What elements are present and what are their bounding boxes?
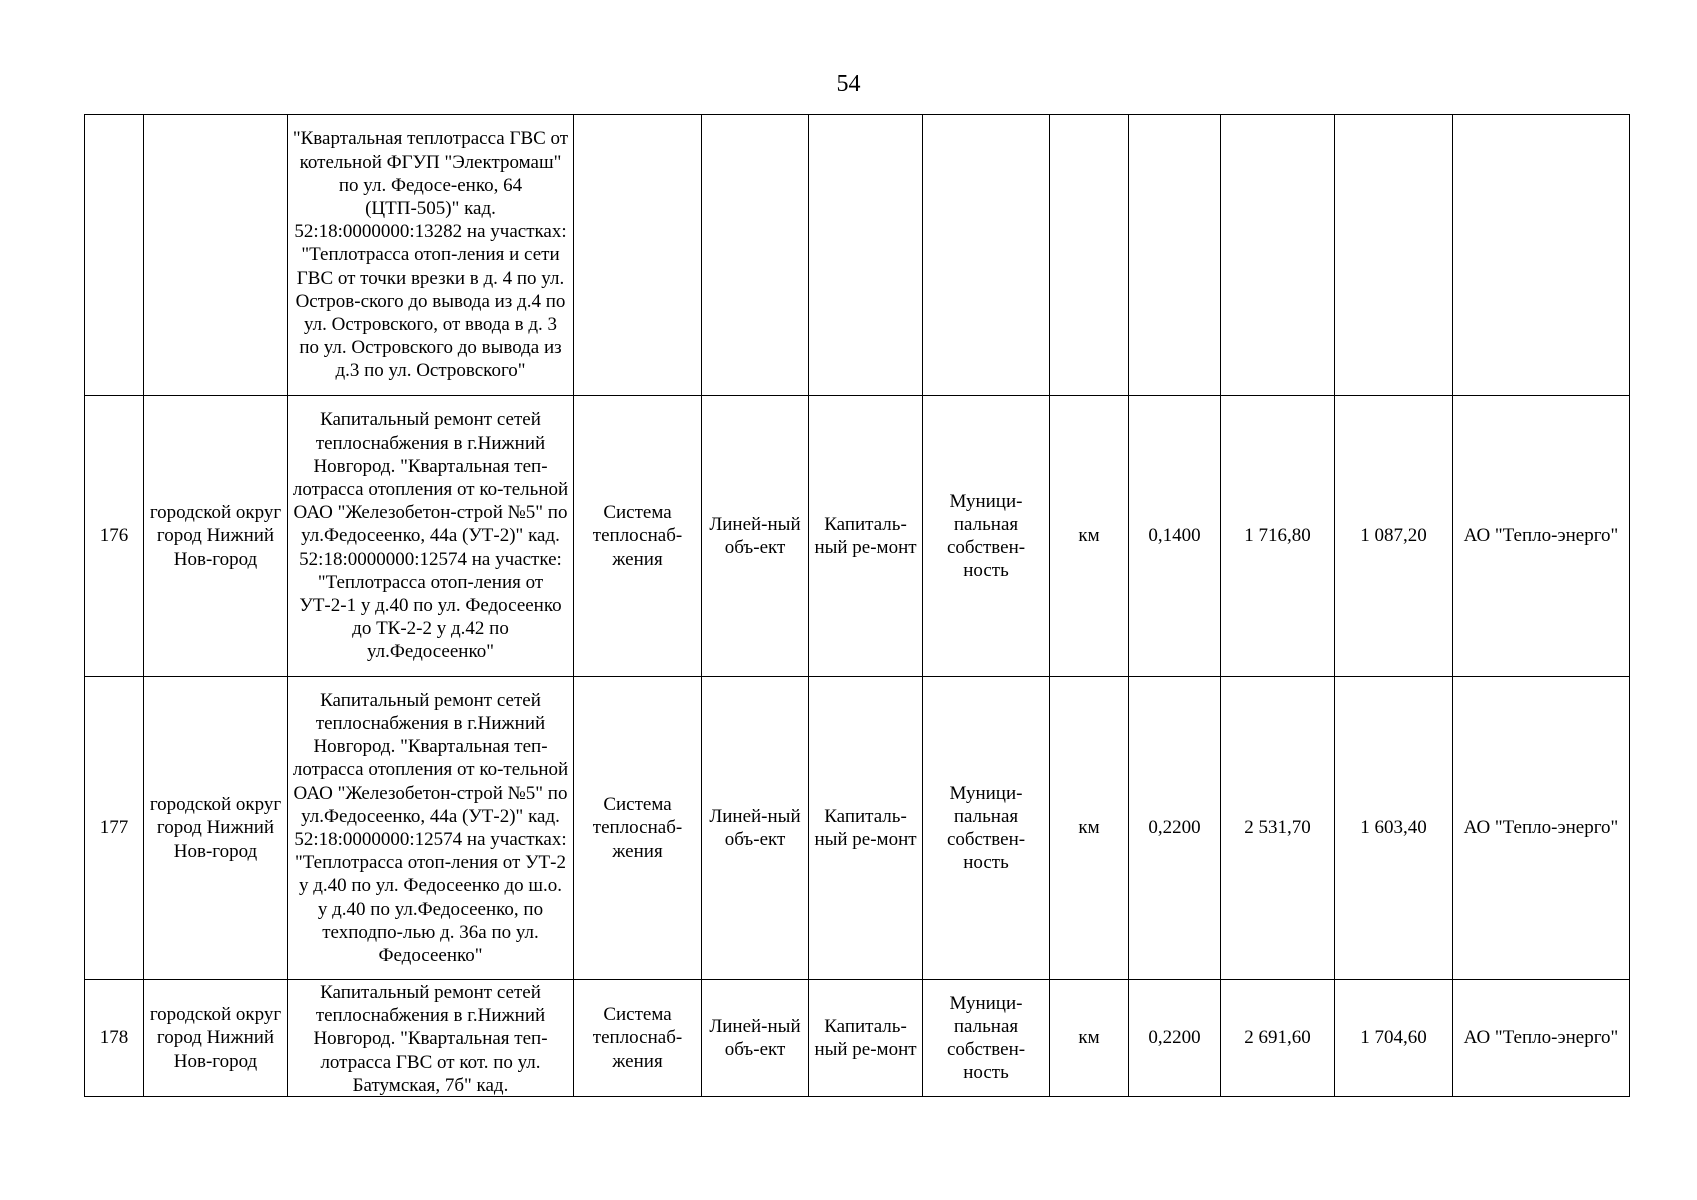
table-row [85, 677, 1630, 980]
system-cell: Система теплоснаб-жения [574, 677, 702, 980]
cost-total-cell: 1 716,80 [1221, 396, 1335, 677]
ownership-cell: Муници-пальная собствен-ность [923, 980, 1050, 1097]
work-type-cell: Капиталь-ный ре-монт [809, 677, 923, 980]
table-row [85, 396, 1630, 677]
table-row [85, 980, 1630, 1097]
unit-cell: км [1050, 980, 1129, 1097]
quantity-cell: 0,2200 [1129, 980, 1221, 1097]
investment-program-table [84, 114, 1630, 1097]
table-row [85, 115, 1630, 396]
description-cell: Капитальный ремонт сетей теплоснабжения в г.Нижний Новгород. "Квартальная теп-лотрасса отопления от ко-тельной ОАО "Железобетон-строй №5" по ул.Федосеенко, 44а (УТ-2)" кад. 52:18:0000000:12574 на участках: "Теплотрасса отоп-ления от УТ-2 у д.40 по ул. Федосеенко до ш.о. у д.40 по ул.Федосеенко, по техподпо-лью д. 36а по ул. Федосеенко" [288, 677, 574, 980]
cost-part-cell: 1 603,40 [1335, 677, 1453, 980]
cost-total-cell [1221, 115, 1335, 396]
cost-part-cell: 1 704,60 [1335, 980, 1453, 1097]
territory-cell: городской округ город Нижний Нов-город [144, 677, 288, 980]
cost-total-cell: 2 531,70 [1221, 677, 1335, 980]
work-type-cell: Капиталь-ный ре-монт [809, 980, 923, 1097]
territory-cell: городской округ город Нижний Нов-город [144, 980, 288, 1097]
row-number: 176 [85, 396, 144, 677]
unit-cell: км [1050, 396, 1129, 677]
object-type-cell: Линей-ный объ-ект [702, 980, 809, 1097]
quantity-cell: 0,1400 [1129, 396, 1221, 677]
work-type-cell: Капиталь-ный ре-монт [809, 396, 923, 677]
work-type-cell [809, 115, 923, 396]
cost-total-cell: 2 691,60 [1221, 980, 1335, 1097]
organization-cell [1453, 115, 1630, 396]
object-type-cell: Линей-ный объ-ект [702, 396, 809, 677]
unit-cell: км [1050, 677, 1129, 980]
ownership-cell: Муници-пальная собствен-ность [923, 396, 1050, 677]
cost-part-cell: 1 087,20 [1335, 396, 1453, 677]
description-text: Капитальный ремонт сетей теплоснабжения в г.Нижний Новгород. "Квартальная теп-лотрасса ГВС от кот. по ул. Батумская, 7б" кад. [313, 982, 548, 1095]
description-cell: Капитальный ремонт сетей теплоснабжения в г.Нижний Новгород. "Квартальная теп-лотрасса отопления от ко-тельной ОАО "Железобетон-строй №5" по ул.Федосеенко, 44а (УТ-2)" кад. 52:18:0000000:12574 на участке: "Теплотрасса отоп-ления от УТ-2-1 у д.40 по ул. Федосеенко до ТК-2-2 у д.42 по ул.Федосеенко" [288, 396, 574, 677]
row-number: 177 [85, 677, 144, 980]
quantity-cell [1129, 115, 1221, 396]
ownership-cell: Муници-пальная собствен-ность [923, 677, 1050, 980]
organization-cell: АО "Тепло-энерго" [1453, 980, 1630, 1097]
row-number: 178 [85, 980, 144, 1097]
territory-cell [144, 115, 288, 396]
system-cell: Система теплоснаб-жения [574, 396, 702, 677]
description-cell [288, 980, 574, 1097]
quantity-cell: 0,2200 [1129, 677, 1221, 980]
object-type-cell: Линей-ный объ-ект [702, 677, 809, 980]
organization-cell: АО "Тепло-энерго" [1453, 396, 1630, 677]
ownership-cell [923, 115, 1050, 396]
system-cell [574, 115, 702, 396]
unit-cell [1050, 115, 1129, 396]
territory-cell: городской округ город Нижний Нов-город [144, 396, 288, 677]
page-number: 54 [836, 71, 861, 97]
description-cell: "Квартальная теплотрасса ГВС от котельной ФГУП "Электромаш" по ул. Федосе-енко, 64 (ЦТП-505)" кад. 52:18:0000000:13282 на участках: "Теплотрасса отоп-ления и сети ГВС от точки врезки в д. 4 по ул. Остров-ского до вывода из д.4 по ул. Островского, от ввода в д. 3 по ул. Островского до вывода из д.3 по ул. Островского" [288, 115, 574, 396]
object-type-cell [702, 115, 809, 396]
system-cell: Система теплоснаб-жения [574, 980, 702, 1097]
cost-part-cell [1335, 115, 1453, 396]
row-number [85, 115, 144, 396]
organization-cell: АО "Тепло-энерго" [1453, 677, 1630, 980]
